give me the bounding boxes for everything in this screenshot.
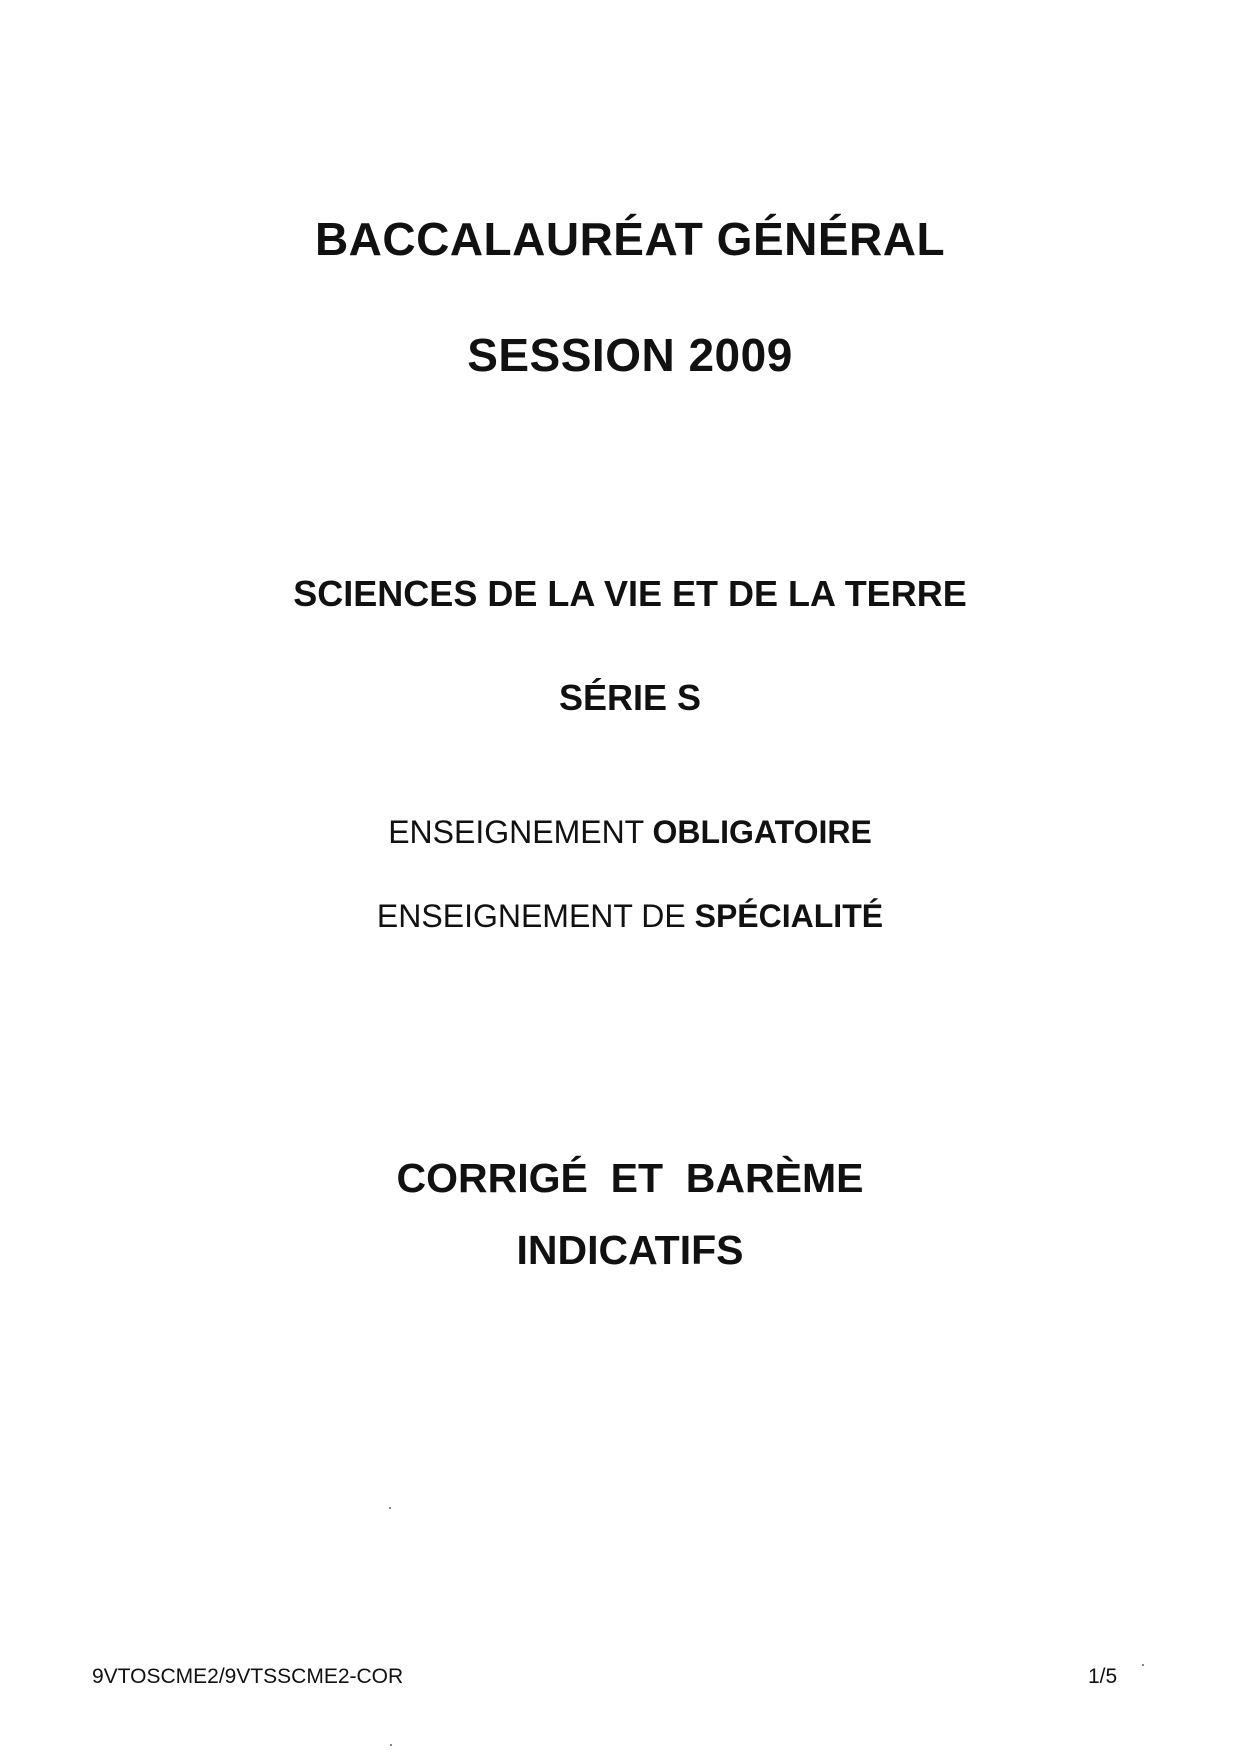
session-title: SESSION 2009 xyxy=(467,329,793,381)
teaching-mandatory-prefix: ENSEIGNEMENT xyxy=(388,814,653,850)
scan-speck xyxy=(390,1744,392,1746)
document-reference: 9VTOSCME2/9VTSSCME2-COR xyxy=(92,1665,404,1688)
subject-title: SCIENCES DE LA VIE ET DE LA TERRE xyxy=(293,573,967,614)
correction-title: CORRIGÉ ET BARÈME xyxy=(396,1155,864,1201)
teaching-mandatory xyxy=(10,816,1240,848)
scan-speck xyxy=(1142,1664,1144,1666)
teaching-speciality xyxy=(10,900,1240,932)
correction-subtitle: INDICATIFS xyxy=(516,1227,744,1273)
teaching-speciality-type: SPÉCIALITÉ xyxy=(694,898,884,934)
scan-speck xyxy=(389,1507,391,1509)
page-number: 1/5 xyxy=(1088,1665,1118,1688)
teaching-speciality-prefix: ENSEIGNEMENT DE xyxy=(376,898,695,934)
exam-title: BACCALAURÉAT GÉNÉRAL xyxy=(314,213,946,265)
teaching-mandatory-type: OBLIGATOIRE xyxy=(652,814,872,850)
series-title: SÉRIE S xyxy=(558,677,702,718)
